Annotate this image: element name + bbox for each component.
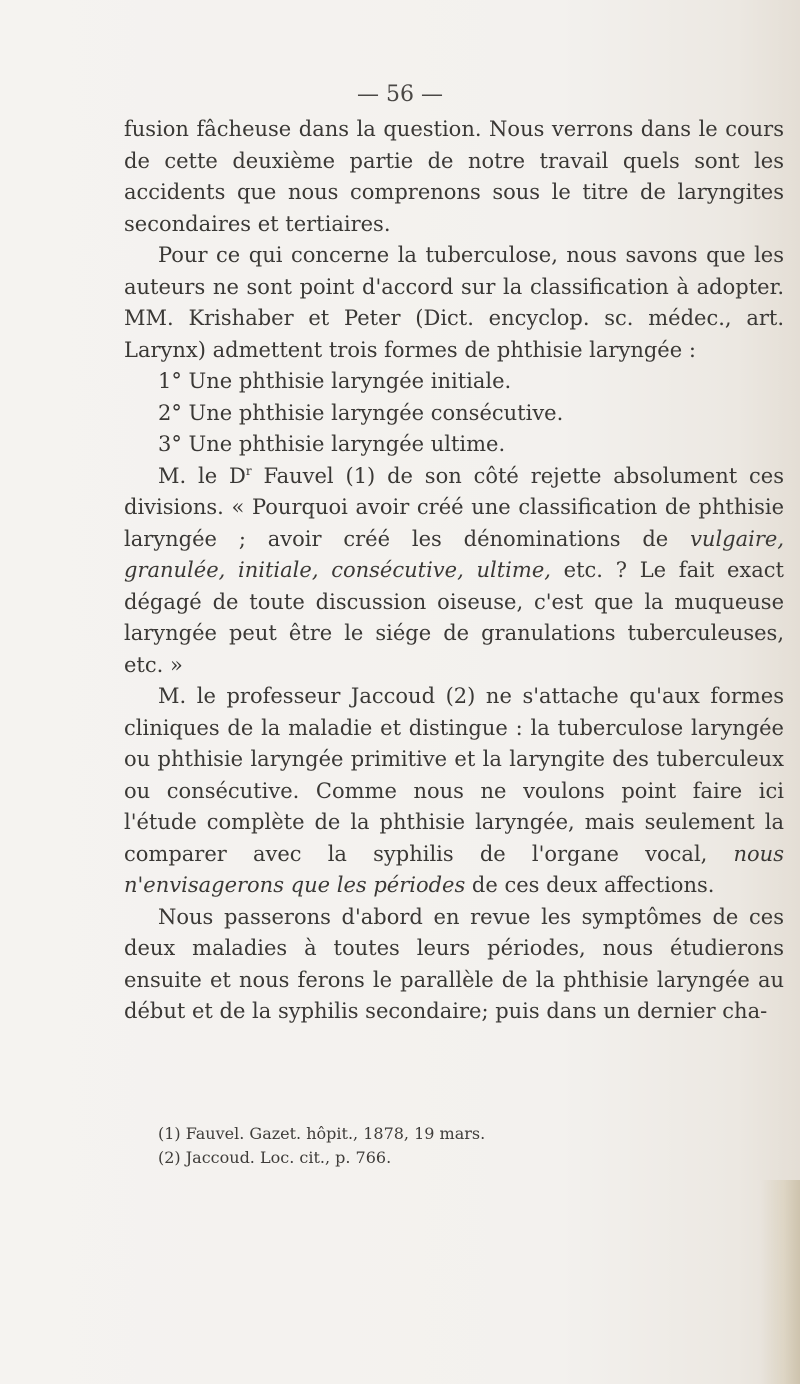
page-number: — 56 — — [357, 82, 443, 107]
paragraph-jaccoud — [124, 681, 784, 902]
fauvel-text-c: etc. ? Le fait exact dégagé de toute discussion oiseuse, c'est que la muqueuse laryngée peut être le siége de granulations tuberculeuses, etc. » — [124, 558, 784, 677]
fauvel-text-b: Fauvel (1) de son côté rejette absolument ces divisions. « Pourquoi avoir créé une classification de phthisie laryngée ; avoir créé les dénominations de — [124, 463, 784, 551]
paragraph-continuation: fusion fâcheuse dans la question. Nous verrons dans le cours de cette deuxième partie de notre travail quels sont les accidents que nous comprenons sous le titre de laryngites secondaires et tertiaires. — [124, 117, 784, 236]
list-item-ultime: 3° Une phthisie laryngée ultime. — [158, 432, 506, 456]
list-item-initiale: 1° Une phthisie laryngée initiale. — [158, 369, 512, 393]
paragraph-revue: Nous passerons d'abord en revue les symptômes de ces deux maladies à toutes leurs périodes, nous étudierons ensuite et nous ferons le parallèle de la phthisie laryngée au début et de la syphilis secondaire; puis dans un dernier cha- — [124, 904, 784, 1023]
jaccoud-italic-phrase: nous n'envisagerons que les périodes — [124, 841, 784, 897]
jaccoud-text-a: M. le professeur Jaccoud (2) ne s'attache qu'aux formes cliniques de la maladie et distingue : la tuberculose laryngée ou phthisie laryngée primitive et la laryngite des tuberculeux ou consécutive. Comme nous ne voulons point faire ici l'étude complète de la phthisie laryngée, mais seulement la comparer avec la syphilis de l'organe vocal, — [124, 684, 784, 866]
doctor-superscript: r — [245, 463, 252, 478]
page-edge-stain — [760, 1180, 800, 1384]
fauvel-italic-terms: vulgaire, granulée, initiale, consécutive, ultime, — [124, 526, 784, 582]
fauvel-text-a: M. le D — [158, 463, 246, 488]
paragraph-tuberculose: Pour ce qui concerne la tuberculose, nous savons que les auteurs ne sont point d'accord sur la classification à adopter. MM. Krishaber et Peter (Dict. encyclop. sc. médec., art. Larynx) admettent trois formes de phthisie laryngée : — [124, 243, 784, 362]
footnote-1: (1) Fauvel. Gazet. hôpit., 1878, 19 mars. — [158, 1124, 486, 1143]
jaccoud-text-b: de ces deux affections. — [465, 873, 715, 897]
footnotes — [158, 1122, 758, 1170]
body-text — [124, 114, 784, 1028]
paragraph-fauvel — [124, 461, 784, 682]
footnote-2: (2) Jaccoud. Loc. cit., p. 766. — [158, 1148, 392, 1167]
list-item-consecutive: 2° Une phthisie laryngée consécutive. — [158, 400, 564, 425]
